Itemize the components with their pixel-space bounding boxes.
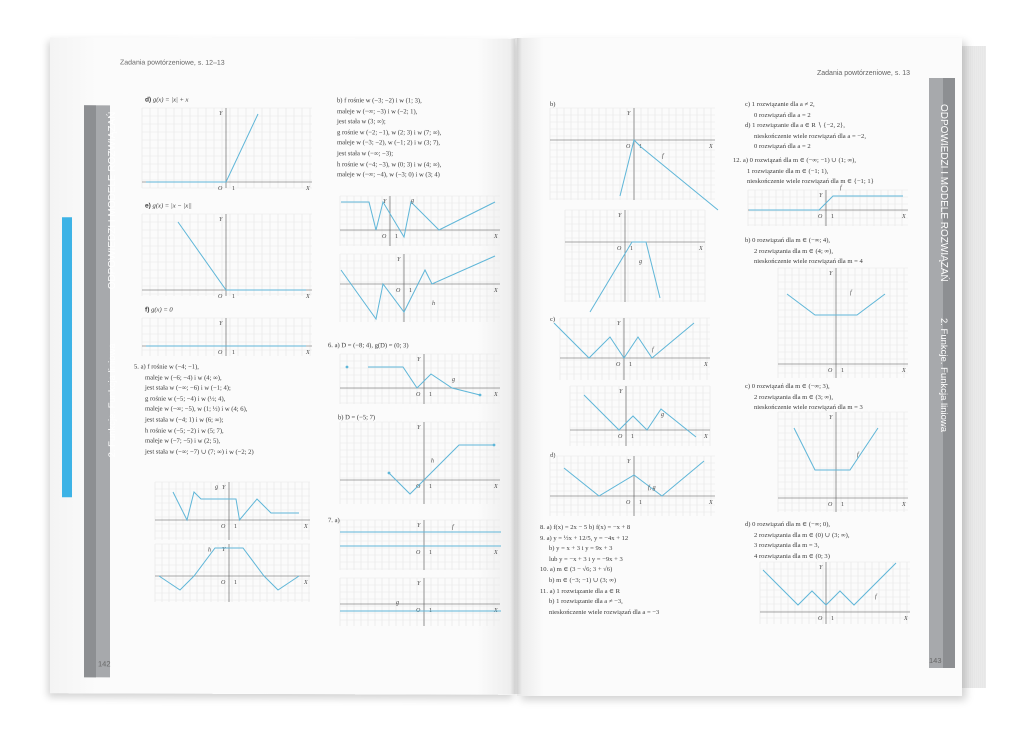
y-axis-label: Y [219, 217, 223, 223]
graph-12c [778, 412, 908, 512]
origin-label: O [416, 484, 421, 490]
y-axis-label: Y [219, 321, 223, 327]
origin-label: O [818, 616, 823, 622]
graph-5a-h [155, 544, 310, 602]
function-name-label: f [875, 594, 877, 600]
y-axis-label: Y [417, 357, 421, 363]
right-sidebar-title: ODPOWIEDZI I MODELE ROZWIĄZAŃ [938, 104, 949, 282]
y-axis-label: Y [618, 213, 622, 219]
graph-3b-g [565, 210, 705, 302]
answer-line: 12. a) 0 rozwiązań dla m ∈ (−∞; −1) ∪ (1; ∞), [733, 157, 857, 164]
page-edges [960, 46, 986, 688]
y-axis-label: Y [617, 321, 621, 327]
x-axis-label: X [306, 186, 310, 192]
function-name-label: g [411, 198, 414, 204]
answer-line: 0 rozwiązań dla a = 2 [754, 143, 811, 151]
graph-12b [778, 268, 908, 378]
y-axis-label: Y [222, 547, 226, 553]
unit-label: 1 [234, 580, 237, 586]
origin-label: O [416, 392, 421, 398]
unit-label: 1 [395, 234, 398, 240]
x-axis-label: X [902, 214, 906, 220]
y-axis-label: Y [397, 257, 401, 263]
left-chapter-tab [62, 217, 72, 497]
left-sidebar-shade [84, 105, 96, 677]
y-axis-label: Y [219, 111, 223, 117]
function-name-label: g [215, 484, 218, 491]
left-page-header: Zadania powtórzeniowe, s. 12–13 [120, 59, 225, 67]
answers-12b [745, 236, 863, 268]
task-3c-label: c) [550, 316, 556, 323]
function-name-label: f, g [648, 485, 656, 491]
unit-label: 1 [429, 392, 432, 398]
origin-label: O [828, 502, 833, 508]
origin-label: O [416, 550, 421, 556]
endpoint-dot [346, 366, 349, 369]
answer-line: nieskończenie wiele rozwiązań dla m ∈ {−1; 1} [747, 178, 874, 186]
x-axis-label: X [306, 294, 310, 300]
answer-line: 11. a) 1 rozwiązanie dla a ∈ R [540, 587, 621, 595]
endpoint-dot [493, 444, 496, 447]
answers-12a [733, 156, 874, 188]
answer-line: 2 rozwiązania dla m ∈ (4; ∞), [754, 247, 833, 255]
function-name-label: f [840, 185, 842, 191]
x-axis-label: X [704, 434, 708, 440]
function-curve [389, 445, 494, 494]
answer-line: 3 rozwiązania dla m = 3, [754, 542, 820, 550]
function-name-label: g [396, 600, 399, 606]
origin-label: O [616, 362, 621, 368]
task4b-line: jest stała w (3; ∞); [337, 118, 386, 126]
unit-label: 1 [831, 214, 834, 220]
answer-line: c) 0 rozwiązań dla m ∈ (−∞; 3), [745, 383, 830, 390]
graph-4b-h [340, 254, 500, 322]
graph-6b [340, 422, 500, 504]
x-axis-label: X [306, 350, 310, 356]
x-axis-label: X [494, 288, 498, 294]
x-axis-label: X [494, 234, 498, 240]
unit-label: 1 [841, 502, 844, 508]
task5-line: jest stała w (−4; 1) i w (6; ∞); [145, 416, 224, 424]
answer-line: d) 0 rozwiązań dla m ∈ (−∞; 0), [745, 521, 831, 528]
answer-line: 2 rozwiązania dla m ∈ (3; ∞), [754, 393, 833, 401]
x-axis-label: X [494, 608, 498, 614]
function-name-label: f [662, 153, 664, 160]
left-sidebar-title: ODPOWIEDZI I MODELE ROZWIĄZAŃ [107, 111, 118, 290]
y-axis-label: Y [819, 565, 823, 571]
answers-11cd [745, 100, 866, 153]
y-axis-label: Y [417, 425, 421, 431]
task5-line: maleje w (−∞; −5), w (1; ½) i w (4; 6), [145, 405, 248, 414]
x-axis-label: X [304, 524, 308, 530]
right-sidebar-chapter: 2. Funkcje. Funkcja liniowa [938, 318, 949, 433]
graph-5a-g [155, 482, 310, 540]
task-6a-text: 6. a) D = (−8; 4), g(D) = (0; 3) [328, 342, 409, 350]
origin-label: O [617, 246, 622, 252]
origin-label: O [382, 234, 387, 240]
unit-label: 1 [232, 186, 235, 192]
answers-8-11 [540, 523, 659, 618]
origin-label: O [221, 524, 226, 530]
unit-label: 1 [639, 144, 642, 150]
x-axis-label: X [304, 580, 308, 586]
graph-12a [748, 185, 908, 226]
y-axis-label: Y [619, 389, 623, 395]
origin-label: O [218, 350, 223, 356]
graph-4d [142, 108, 312, 192]
x-axis-label: X [902, 368, 906, 374]
task-3b-label: b) [550, 101, 556, 108]
answer-line: lub y = −x + 3 i y = −9x + 3 [549, 555, 623, 563]
answer-line: 10. a) m ∈ (3 − √6; 3 + √6) [540, 566, 613, 574]
answer-line: b) y = x + 3 i y = 9x + 3 [549, 545, 613, 553]
endpoint-dot [479, 394, 482, 397]
right-page-header: Zadania powtórzeniowe, s. 13 [817, 70, 910, 77]
x-axis-label: X [902, 502, 906, 508]
task5-line: jest stała w (−∞; −6) i w (−1; 4); [145, 384, 231, 393]
graph-6a [340, 354, 500, 404]
task4b-line: maleje w (−3; −2), w (−1; 2) i w (3; 7), [337, 139, 441, 147]
graph-3c-g [570, 386, 710, 446]
unit-label: 1 [429, 484, 432, 490]
left-page-number: 142 [98, 659, 111, 669]
x-axis-label: X [494, 550, 498, 556]
unit-label: 1 [630, 246, 633, 252]
task4b-line: maleje w (−∞; −4), w (−3; 0) i w (3; 4) [337, 171, 440, 179]
answer-line: b) m ∈ (−3; −1) ∪ (3; ∞) [549, 576, 617, 584]
answer-line: d) 1 rozwiązanie dla a ∈ R ∖ {−2, 2}, [745, 122, 845, 130]
task-4f-label: f) g(x) = 0 [145, 306, 173, 314]
graph-4f [142, 318, 312, 356]
x-axis-label: X [494, 484, 498, 490]
answer-line: 4 rozwiązania dla m ∈ (0; 3) [754, 552, 830, 560]
answer-line: c) 1 rozwiązanie dla a ≠ 2, [745, 101, 815, 108]
task5-line: h rośnie w (−5; −2) i w (5; 7), [145, 427, 224, 435]
origin-label: O [626, 144, 631, 150]
y-axis-label: Y [222, 485, 226, 491]
function-curve [341, 202, 495, 237]
unit-label: 1 [429, 608, 432, 614]
answer-line: 0 rozwiązań dla a = 2 [754, 111, 811, 119]
task-6b-text: b) D = (−5; 7) [338, 414, 376, 422]
answer-line: 1 rozwiązanie dla m ∈ (−1; 1), [747, 167, 829, 175]
graph-3c-f [560, 318, 710, 380]
x-axis-label: X [904, 616, 908, 622]
x-axis-label: X [699, 246, 703, 252]
function-name-label: h [208, 547, 211, 554]
unit-label: 1 [631, 434, 634, 440]
graph-3b-f [550, 108, 715, 200]
origin-label: O [618, 434, 623, 440]
task-4b-text [337, 96, 441, 181]
graph-12d [760, 562, 910, 624]
y-axis-label: Y [417, 581, 421, 587]
unit-label: 1 [629, 362, 632, 368]
task5-line: maleje w (−6; −4) i w (4; ∞), [145, 374, 222, 382]
function-name-label: f [452, 524, 454, 531]
unit-label: 1 [639, 500, 642, 506]
y-axis-label: Y [383, 199, 387, 205]
function-curve [178, 222, 306, 290]
task-3d-label: d) [550, 452, 556, 459]
graph-4e [142, 214, 312, 300]
y-axis-label: Y [627, 111, 631, 117]
unit-label: 1 [234, 524, 237, 530]
origin-label: O [218, 294, 223, 300]
unit-label: 1 [831, 616, 834, 622]
y-axis-label: Y [417, 523, 421, 529]
origin-label: O [818, 214, 823, 220]
origin-label: O [221, 580, 226, 586]
function-name-label: f [857, 452, 859, 458]
endpoint-dot [388, 472, 391, 475]
x-axis-label: X [709, 144, 713, 150]
graph-4b-g [340, 196, 500, 246]
unit-label: 1 [429, 550, 432, 556]
function-name-label: h [431, 458, 434, 465]
task5-line: 5. a) f rośnie w (−4; −1), [134, 363, 199, 371]
origin-label: O [626, 500, 631, 506]
task-4d-label: d) g(x) = |x| + x [145, 96, 189, 104]
function-name-label: h [432, 301, 435, 307]
answer-line: nieskończenie wiele rozwiązań dla a = −3 [549, 608, 660, 616]
x-axis-label: X [704, 362, 708, 368]
function-name-label: f [850, 290, 852, 296]
unit-label: 1 [409, 288, 412, 294]
task5-line: g rośnie w (−5; −4) i w (½; 4), [145, 395, 226, 403]
unit-label: 1 [232, 294, 235, 300]
x-axis-label: X [494, 392, 498, 398]
answers-12c [745, 382, 863, 414]
unit-label: 1 [232, 350, 235, 356]
task4b-line: b) f rośnie w (−3; −2) i w (1; 3), [337, 97, 422, 105]
function-name-label: g [452, 377, 455, 383]
answers-12d [745, 520, 849, 562]
graph-3d [550, 456, 715, 516]
task4b-line: maleje w (−∞; −3) i w (−2; 1), [337, 107, 418, 116]
answer-line: 2 rozwiązania dla m ∈ (0) ∪ (3; ∞), [754, 531, 850, 539]
function-name-label: f [652, 347, 654, 353]
left-sidebar-chapter: 2. Funkcje. Funkcja liniowa [107, 343, 118, 458]
y-axis-label: Y [819, 193, 823, 199]
origin-label: O [396, 288, 401, 294]
book-gutter [510, 38, 522, 694]
function-curve [341, 256, 495, 319]
graph-7a-g [340, 578, 500, 626]
task-4e-label: e) g(x) = |x − |x|| [145, 202, 192, 210]
answer-line: 9. a) y = ½x + 12/5, y = −4x + 12 [540, 534, 629, 542]
x-axis-label: X [709, 500, 713, 506]
y-axis-label: Y [627, 459, 631, 465]
answer-line: 8. a) f(x) = 2x − 5 b) f(x) = −x + 8 [540, 524, 631, 531]
task4b-line: h rośnie w (−4; −3), w (0; 3) i w (4; ∞), [337, 160, 442, 169]
task4b-line: g rośnie w (−2; −1), w (2; 3) i w (7; ∞), [337, 128, 442, 137]
y-axis-label: Y [829, 271, 833, 277]
task-7a-text: 7. a) [328, 517, 340, 525]
origin-label: O [218, 186, 223, 192]
right-page-number: 143 [929, 656, 942, 665]
y-axis-label: Y [829, 415, 833, 421]
function-name-label: g [639, 259, 642, 265]
origin-label: O [828, 368, 833, 374]
answer-line: nieskończenie wiele rozwiązań dla m = 4 [754, 258, 863, 266]
task5-line: maleje w (−7; −5) i w (2; 5), [145, 437, 221, 445]
task4b-line: jest stała w (−∞; −3); [337, 150, 394, 158]
function-name-label: g [661, 412, 664, 418]
task-5a-text [134, 362, 254, 458]
answer-line: nieskończenie wiele rozwiązań dla a = −2, [754, 132, 866, 140]
answer-line: nieskończenie wiele rozwiązań dla m = 3 [754, 404, 863, 412]
task5-line: jest stała w (−∞; −7) ∪ (7; ∞) i w (−2; 2) [145, 448, 254, 456]
graph-7a-f [340, 520, 500, 570]
answer-line: b) 0 rozwiązań dla m ∈ (−∞; 4), [745, 237, 831, 244]
unit-label: 1 [841, 368, 844, 374]
answer-line: b) 1 rozwiązanie dla a ≠ −3, [549, 598, 623, 606]
origin-label: O [416, 608, 421, 614]
